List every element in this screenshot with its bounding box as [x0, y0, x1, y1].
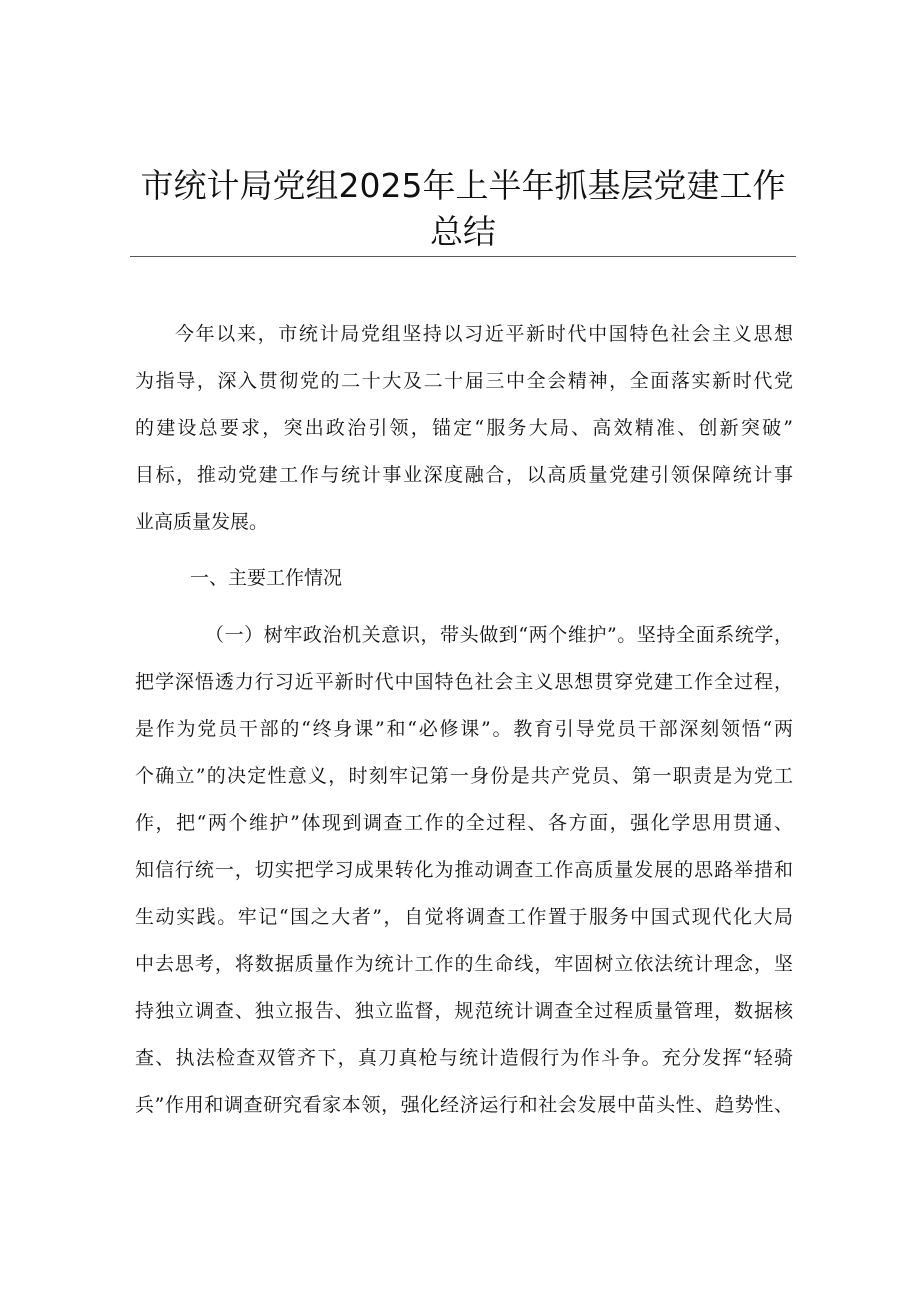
subsection-line: 查、执法检查双管齐下，真刀真枪与统计造假行为作斗争。充分发挥“轻骑	[135, 1047, 793, 1069]
subsection-line: 生动实践。牢记“国之大者”，自觉将调查工作置于服务中国式现代化大局	[135, 906, 793, 928]
intro-line: 的建设总要求，突出政治引领，锚定“服务大局、高效精准、创新突破”	[135, 417, 793, 439]
section-heading: 一、主要工作情况	[190, 567, 343, 589]
intro-line: 业高质量发展。	[135, 511, 269, 533]
document-title-line1: 市统计局党组2025年上半年抓基层党建工作	[140, 166, 786, 205]
subsection-line: （一）树牢政治机关意识，带头做到“两个维护”。坚持全面系统学，	[205, 624, 793, 646]
subsection-line: 是作为党员干部的“终身课”和“必修课”。教育引导党员干部深刻领悟“两	[135, 718, 793, 740]
subsection-line: 把学深悟透力行习近平新时代中国特色社会主义思想贯穿党建工作全过程，	[135, 671, 793, 693]
intro-line: 目标，推动党建工作与统计事业深度融合，以高质量党建引领保障统计事	[135, 464, 793, 486]
subsection-line: 作，把“两个维护”体现到调查工作的全过程、各方面，强化学思用贯通、	[135, 812, 793, 834]
document-title-line2: 总结	[430, 212, 496, 251]
intro-line: 今年以来，市统计局党组坚持以习近平新时代中国特色社会主义思想	[175, 323, 793, 345]
subsection-line: 兵”作用和调查研究看家本领，强化经济运行和社会发展中苗头性、趋势性、	[135, 1094, 793, 1116]
intro-line: 为指导，深入贯彻党的二十大及二十届三中全会精神，全面落实新时代党	[135, 370, 793, 392]
subsection-line: 知信行统一，切实把学习成果转化为推动调查工作高质量发展的思路举措和	[135, 859, 793, 881]
subsection-line: 中去思考，将数据质量作为统计工作的生命线，牢固树立依法统计理念，坚	[135, 953, 793, 975]
subsection-line: 持独立调查、独立报告、独立监督，规范统计调查全过程质量管理，数据核	[135, 1000, 793, 1022]
subsection-line: 个确立”的决定性意义，时刻牢记第一身份是共产党员、第一职责是为党工	[135, 765, 793, 787]
title-divider	[130, 256, 796, 257]
